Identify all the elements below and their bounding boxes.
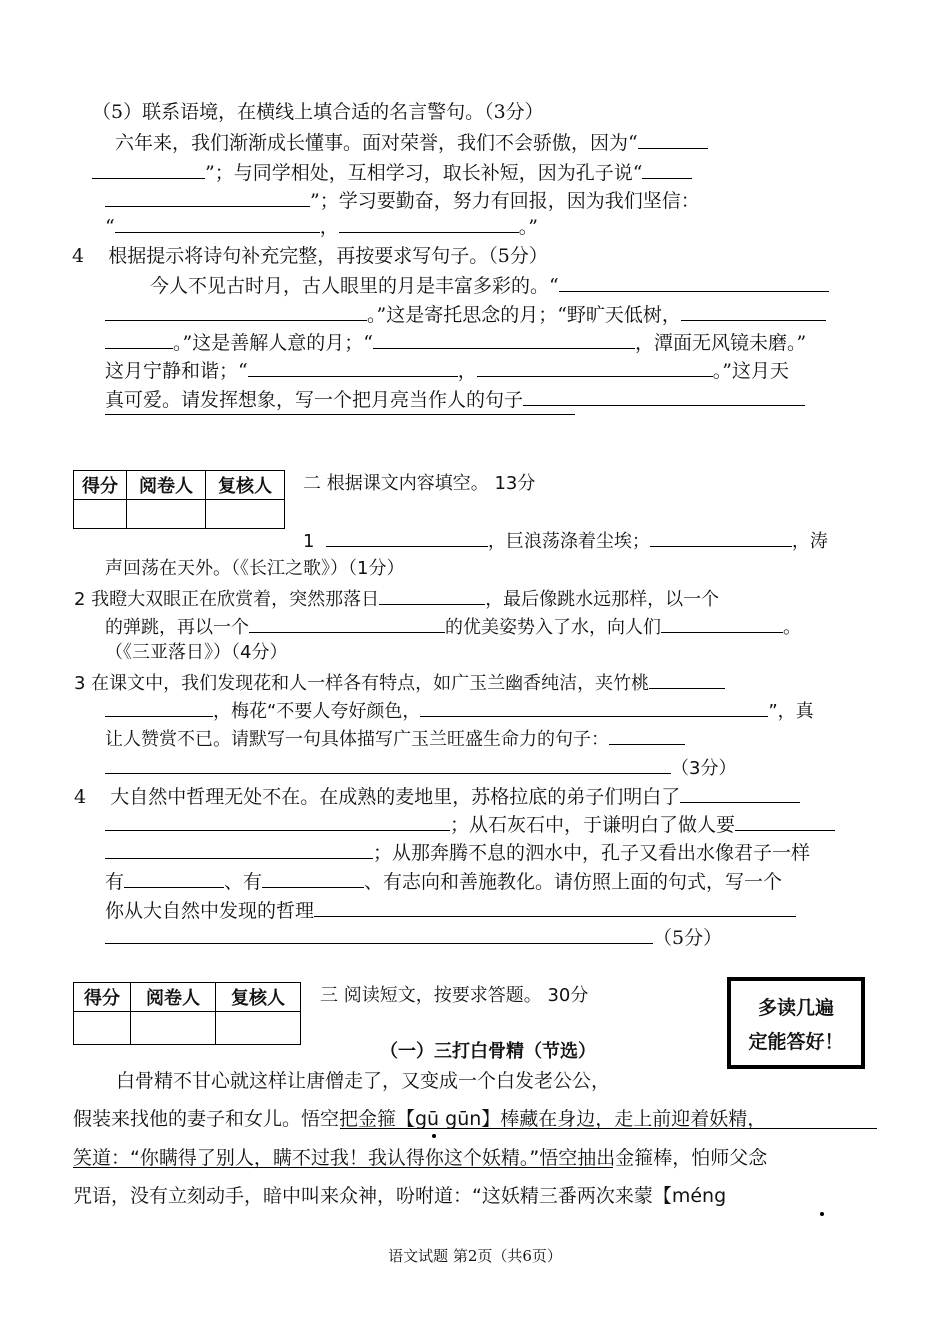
blank[interactable] [609, 726, 685, 745]
sec2-q4-line3: ；从那奔腾不息的泗水中，孔子又看出水像君子一样 [105, 840, 810, 865]
tip-line2: 定能答好！ [748, 1031, 844, 1053]
blank[interactable] [115, 214, 320, 233]
sec2-q2-line2: 的弹跳，再以一个 的优美姿势入了水，向人们 。 [105, 614, 801, 640]
q4a-line2: 。”这是寄托思念的月；“野旷天低树， [105, 302, 826, 327]
sec2-q1-cont: 声回荡在天外。（《长江之歌》）（1分） [105, 558, 405, 579]
blank[interactable] [249, 614, 445, 633]
score-table [73, 470, 285, 529]
blank[interactable] [642, 160, 692, 179]
sec2-q3-line3: 让人赞赏不已。请默写一句具体描写广玉兰旺盛生命力的句子： [105, 726, 685, 752]
reviewer-cell[interactable] [206, 500, 285, 529]
emphasis-dot [432, 1134, 436, 1138]
sec2-q4-line4: 有 、有 、有志向和善施教化。请仿照上面的句式，写一个 [105, 871, 783, 893]
sec2-q4-line6: （5分） [105, 925, 722, 950]
q5-line1: 六年来，我们渐渐成长懂事。面对荣誉，我们不会骄傲，因为“ [115, 130, 708, 155]
blank[interactable] [379, 586, 485, 605]
sec2-q2-line3: （《三亚落日》）（4分） [105, 642, 288, 663]
score-header: 得分 [74, 471, 127, 500]
blank[interactable] [105, 755, 671, 774]
q4a-title: 4 根据提示将诗句补充完整，再按要求写句子。（5分） [72, 245, 548, 267]
score-header: 得分 [74, 983, 131, 1012]
passage-line4: 咒语，没有立刻动手，暗中叫来众神，吩咐道：“这妖精三番两次来蒙【méng [73, 1185, 727, 1207]
blank[interactable] [92, 160, 205, 179]
tip-line1: 多读几遍 [757, 997, 834, 1019]
grader-header: 阅卷人 [127, 471, 206, 500]
q5-title: （5）联系语境，在横线上填合适的名言警句。（3分） [92, 101, 544, 123]
grader-header: 阅卷人 [131, 983, 216, 1012]
score-table-2 [73, 982, 301, 1045]
passage-line3: 笑道：“你瞒得了别人，瞒不过我！我认得你这个妖精。”悟空抽出金箍棒，怕师父念 [73, 1147, 768, 1169]
sec2-q4-line1: 4 大自然中哲理无处不在。在成熟的麦地里，苏格拉底的弟子们明白了 [74, 784, 800, 809]
blank[interactable] [262, 869, 364, 888]
sec2-q3-line1: 3 在课文中，我们发现花和人一样各有特点，如广玉兰幽香纯洁，夹竹桃 [74, 670, 725, 696]
blank[interactable] [105, 302, 367, 321]
q4a-line5: 真可爱。请发挥想象，写一个把月亮当作人的句子 [105, 387, 805, 412]
score-cell[interactable] [74, 500, 127, 529]
passage-line2: 假装来找他的妻子和女儿。悟空把金箍【gū gūn】棒藏在身边，走上前迎着妖精， [73, 1108, 767, 1130]
blank[interactable] [105, 812, 450, 831]
reading-tip-box [727, 977, 865, 1069]
q4a-line3: 。”这是善解人意的月；“ ，潭面无风镜未磨。” [105, 330, 806, 355]
sec2-q4-line5: 你从大自然中发现的哲理 [105, 898, 796, 923]
passage-title: （一）三打白骨精（节选） [380, 1041, 596, 1062]
blank[interactable] [105, 925, 653, 944]
reviewer-cell[interactable] [216, 1012, 301, 1045]
blank[interactable] [735, 812, 835, 831]
page-footer: 语文试题 第2页（共6页） [388, 1247, 562, 1265]
sec3-title: 三 阅读短文，按要求答题。 30分 [320, 985, 589, 1006]
blank[interactable] [339, 214, 519, 233]
grader-cell[interactable] [131, 1012, 216, 1045]
sec2-title: 二 根据课文内容填空。 13分 [303, 473, 536, 494]
blank[interactable] [105, 330, 173, 349]
sec2-q4-line2: ；从石灰石中，于谦明白了做人要 [105, 812, 835, 837]
blank[interactable] [314, 898, 796, 917]
blank[interactable] [105, 840, 373, 859]
blank[interactable] [373, 330, 635, 349]
passage-underline [73, 1167, 613, 1168]
blank[interactable] [650, 528, 792, 547]
sec2-q3-line4: （3分） [105, 755, 736, 781]
q5-line3: ”；学习要勤奋，努力有回报，因为我们坚信： [105, 188, 700, 213]
sec2-q1: 1 ，巨浪荡涤着尘埃； ，涛 [303, 528, 828, 554]
q4a-line4: 这月宁静和谐；“ ， 。”这月天 [105, 360, 789, 382]
q4a-line1: 今人不见古时月，古人眼里的月是丰富多彩的。“ [150, 273, 829, 298]
blank[interactable] [681, 302, 826, 321]
emphasis-dot [820, 1212, 824, 1216]
q5-line2: ”；与同学相处，互相学习，取长补短，因为孔子说“ [92, 160, 692, 185]
blank[interactable] [680, 784, 800, 803]
blank[interactable] [248, 358, 458, 377]
passage-underline [340, 1128, 877, 1129]
blank[interactable] [105, 698, 213, 717]
score-cell[interactable] [74, 1012, 131, 1045]
blank[interactable] [477, 358, 713, 377]
grader-cell[interactable] [127, 500, 206, 529]
answer-line[interactable] [105, 414, 575, 415]
reviewer-header: 复核人 [216, 983, 301, 1012]
blank[interactable] [124, 869, 224, 888]
passage-line1: 白骨精不甘心就这样让唐僧走了，又变成一个白发老公公， [116, 1070, 611, 1092]
blank[interactable] [326, 528, 488, 547]
sec2-q2-line1: 2 我瞪大双眼正在欣赏着，突然那落日 ，最后像跳水远那样，以一个 [74, 586, 719, 612]
blank[interactable] [523, 387, 805, 406]
reviewer-header: 复核人 [206, 471, 285, 500]
blank[interactable] [661, 614, 783, 633]
blank[interactable] [559, 273, 829, 292]
blank[interactable] [420, 698, 768, 717]
sec2-q3-line2: ，梅花“不要人夸好颜色， ”，真 [105, 698, 814, 724]
q5-line4: “ ， 。” [105, 216, 538, 238]
blank[interactable] [638, 130, 708, 149]
blank[interactable] [105, 188, 310, 207]
blank[interactable] [649, 670, 725, 689]
